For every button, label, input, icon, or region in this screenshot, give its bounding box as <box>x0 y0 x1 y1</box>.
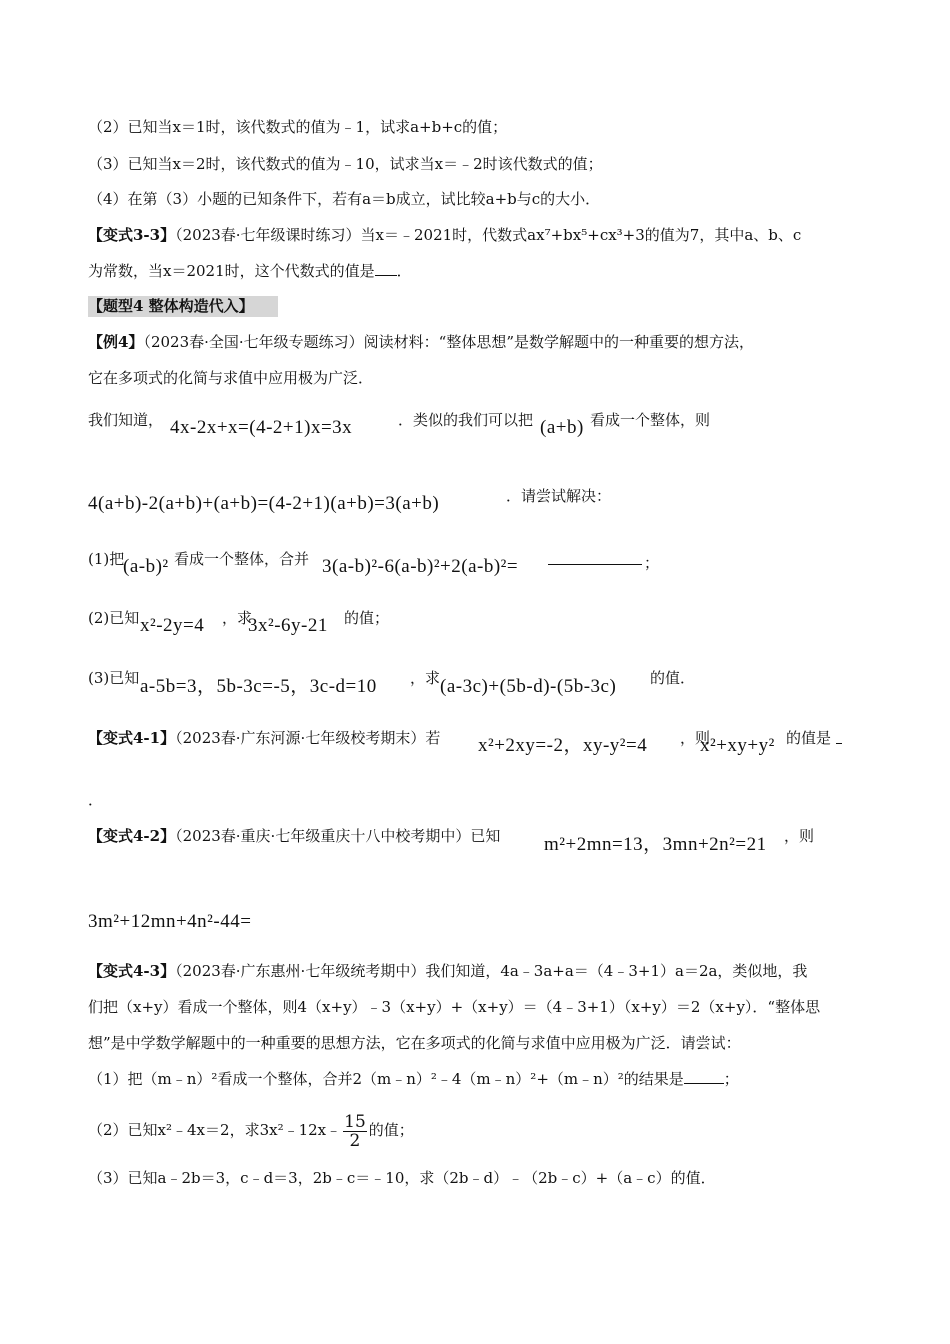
part-2-end: 的值； <box>344 609 390 627</box>
variant-4-3-question-2 <box>88 1108 414 1152</box>
variant-4-1-label: 【变式4-1】 <box>88 729 176 747</box>
part-1-answer-blank <box>548 549 642 565</box>
part-1-mid: 看成一个整体，合并 <box>174 550 310 568</box>
variant-3-3-label: 【变式3-3】 <box>88 226 176 244</box>
question-4: （4）在第（3）小题的已知条件下，若有a＝b成立，试比较a+b与c的大小． <box>88 190 601 208</box>
part-3-mid: ，求 <box>410 669 441 687</box>
example-4-tail: 看成一个整体，则 <box>590 411 711 429</box>
equation-part-1: 3(a-b)²-6(a-b)²+2(a-b)²= <box>322 556 519 577</box>
variant-4-3-label: 【变式4-3】 <box>88 962 176 980</box>
example-4-know: 我们知道， <box>88 411 164 429</box>
variant-4-3-q2-text: （2）已知x²﹣4x＝2，求3x²﹣12x﹣ <box>88 1121 342 1139</box>
variant-4-3-q2-end: 的值； <box>368 1121 414 1139</box>
variant-3-3-continued <box>88 261 412 281</box>
expr-a-plus-b: (a+b) <box>540 417 584 438</box>
equation-like-terms: 4x-2x+x=(4-2+1)x=3x <box>170 417 353 438</box>
part-2-mid: ，求 <box>222 609 253 627</box>
part-3-pre: (3)已知 <box>88 669 140 687</box>
fraction-15-over-2 <box>343 1113 367 1150</box>
variant-3-3-text: （2023春·七年级课时练习）当x＝﹣2021时，代数式ax⁷+bx⁵+cx³+3的值为7，其中a、b、c <box>175 226 802 244</box>
variant-4-1-answer-blank <box>836 742 842 744</box>
expr-part-2: 3x²-6y-21 <box>248 615 328 636</box>
variant-4-3-line-3: 想”是中学数学解题中的一种重要的思想方法，它在多项式的化简与求值中应用极为广泛．请尝试： <box>88 1034 741 1052</box>
section-heading: 【题型4 整体构造代入】 <box>88 297 254 315</box>
example-4-text: （2023春·全国·七年级专题练习）阅读材料：“整体思想”是数学解题中的一种重要的想方法， <box>143 333 754 351</box>
variant-4-2-label: 【变式4-2】 <box>88 827 176 845</box>
variant-3-3-cont-text: 为常数，当x＝2021时，这个代数式的值是 <box>88 262 375 280</box>
example-4-mid: ．类似的我们可以把 <box>398 411 534 429</box>
variant-4-3-question-1 <box>88 1069 739 1089</box>
variant-4-2-text: （2023春·重庆·七年级重庆十八中校考期中）已知 <box>175 827 501 845</box>
equation-variant-4-2: m²+2mn=13，3mn+2n²=21 <box>544 834 767 855</box>
variant-3-3 <box>88 225 801 245</box>
part-2-pre: (2)已知 <box>88 609 140 627</box>
equation-part-2: x²-2y=4 <box>140 615 205 636</box>
equation-whole-ab: 4(a+b)-2(a+b)+(a+b)=(4-2+1)(a+b)=3(a+b) <box>88 493 440 514</box>
variant-4-1-mid: ，则 <box>680 729 711 747</box>
answer-blank <box>375 275 397 276</box>
question-3: （3）已知当x＝2时，该代数式的值为﹣10，试求当x＝﹣2时该代数式的值； <box>88 155 603 173</box>
variant-4-2 <box>88 826 500 846</box>
question-2: （2）已知当x＝1时，该代数式的值为﹣1，试求a+b+c的值； <box>88 118 508 136</box>
variant-4-1-end: 的值是 <box>786 729 832 747</box>
part-1-end: ； <box>644 554 660 572</box>
example-4 <box>88 332 754 352</box>
expr-variant-4-2: 3m²+12mn+4n²-44= <box>88 911 252 932</box>
example-4-try: ．请尝试解决： <box>506 487 612 505</box>
variant-4-1-text: （2023春·广东河源·七年级校考期末）若 <box>175 729 441 747</box>
variant-4-1 <box>88 728 440 748</box>
variant-4-3-q1-blank <box>684 1083 724 1084</box>
equation-variant-4-1: x²+2xy=-2，xy-y²=4 <box>478 735 648 756</box>
expr-part-3: (a-3c)+(5b-d)-(5b-3c) <box>440 676 617 697</box>
example-4-label: 【例4】 <box>88 333 144 351</box>
variant-4-2-end: ，则 <box>784 827 815 845</box>
example-4-continued: 它在多项式的化简与求值中应用极为广泛． <box>88 369 374 387</box>
variant-4-3-line-2: 们把（x+y）看成一个整体，则4（x+y）﹣3（x+y）+（x+y）＝（4﹣3+1）（x+y）＝2（x+y）．“整体思 <box>88 998 821 1016</box>
fraction-numerator: 15 <box>344 1111 366 1132</box>
variant-3-3-end: ． <box>396 262 412 280</box>
variant-4-3-text: （2023春·广东惠州·七年级统考期中）我们知道，4a﹣3a+a＝（4﹣3+1）a＝2a，类似地，我 <box>175 962 808 980</box>
part-1-pre: (1)把 <box>88 550 125 568</box>
variant-4-3-q1-end: ； <box>723 1070 739 1088</box>
variant-4-3-q1-text: （1）把（m﹣n）²看成一个整体，合并2（m﹣n）²﹣4（m﹣n）²+（m﹣n）²的结果是 <box>88 1070 684 1088</box>
variant-4-3 <box>88 961 807 981</box>
expr-variant-4-1: x²+xy+y² <box>700 735 775 756</box>
fraction-denominator: 2 <box>349 1130 361 1151</box>
variant-4-1-dot: ． <box>88 791 104 809</box>
equation-part-3: a-5b=3，5b-3c=-5，3c-d=10 <box>140 676 377 697</box>
expr-a-minus-b-squared: (a-b)² <box>123 556 169 577</box>
part-3-end: 的值． <box>650 669 696 687</box>
variant-4-3-question-3: （3）已知a﹣2b＝3，c﹣d＝3，2b﹣c＝﹣10，求（2b﹣d）﹣（2b﹣c）+（a﹣c）的值． <box>88 1169 716 1187</box>
